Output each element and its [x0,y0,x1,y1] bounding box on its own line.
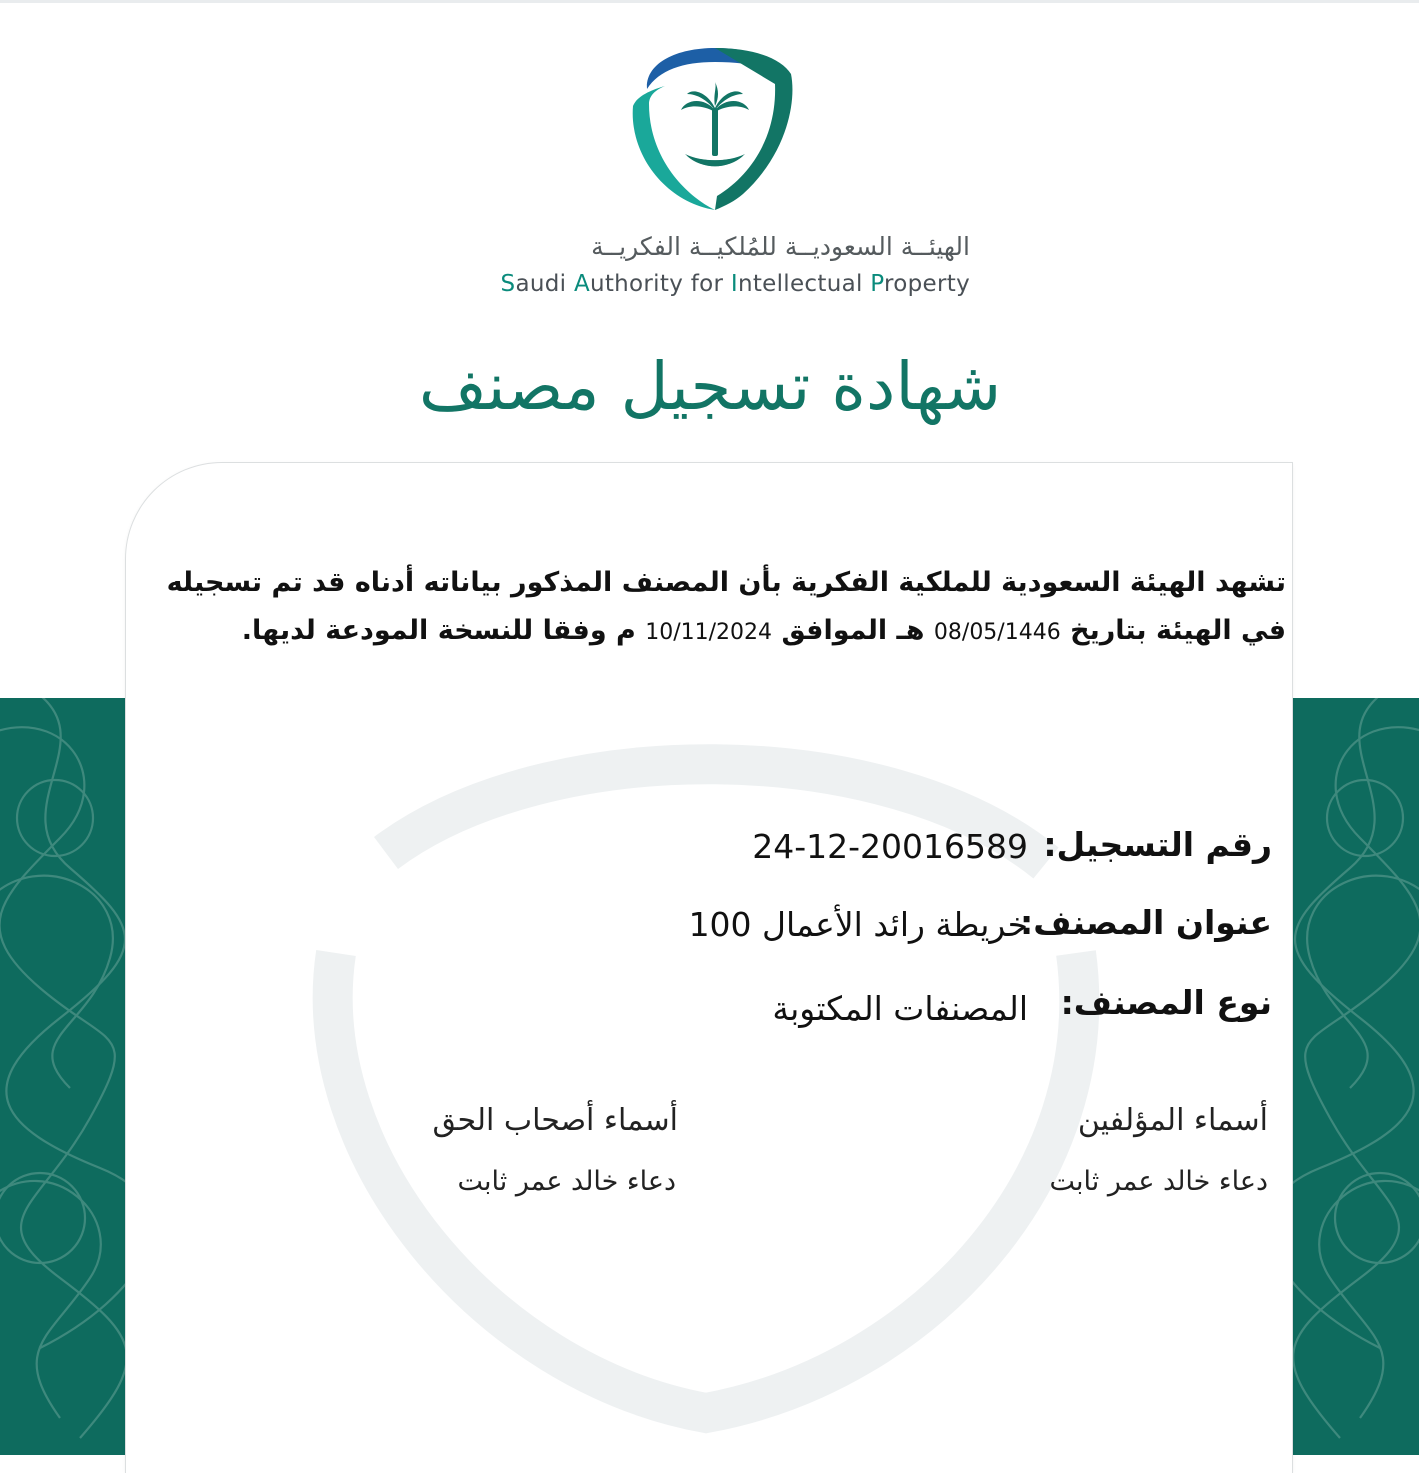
watermark-emblem [246,693,1166,1453]
top-divider [0,0,1419,3]
author-name: دعاء خالد عمر ثابت [1049,1166,1268,1197]
authors-heading: أسماء المؤلفين [1077,1103,1268,1138]
work-title-value: خريطة رائد الأعمال 100 [688,905,1028,944]
certificate-title: شهادة تسجيل مصنف [418,348,1002,425]
rights-holders-heading: أسماء أصحاب الحق [432,1103,678,1138]
rights-holder-name: دعاء خالد عمر ثابت [457,1166,676,1197]
hijri-date: 08/05/1446 [933,620,1061,645]
work-type-label: نوع المصنف: [1060,983,1272,1022]
org-name-english: Saudi Authority for Intellectual Property [500,271,970,297]
work-title-label: عنوان المصنف: [1020,903,1272,942]
registration-number-label: رقم التسجيل: [1043,825,1272,864]
gregorian-date: 10/11/2024 [645,620,773,645]
registration-number-value: 24-12-20016589 [752,827,1028,866]
saip-logo [625,44,805,214]
work-type-value: المصنفات المكتوبة [772,989,1028,1028]
certificate-card [126,463,1292,1473]
org-name-arabic: الهيئــة السعوديــة للمُلكيــة الفكريــة [591,232,970,261]
certification-statement: تشهد الهيئة السعودية للملكية الفكرية بأن المصنف المذكور بياناته أدناه قد تم تسجيله في الهيئة بتاريخ 08/05/1446 هـ الموافق 10/11/2024 م وفقا للنسخة المودعة لديها. [166,567,1286,646]
